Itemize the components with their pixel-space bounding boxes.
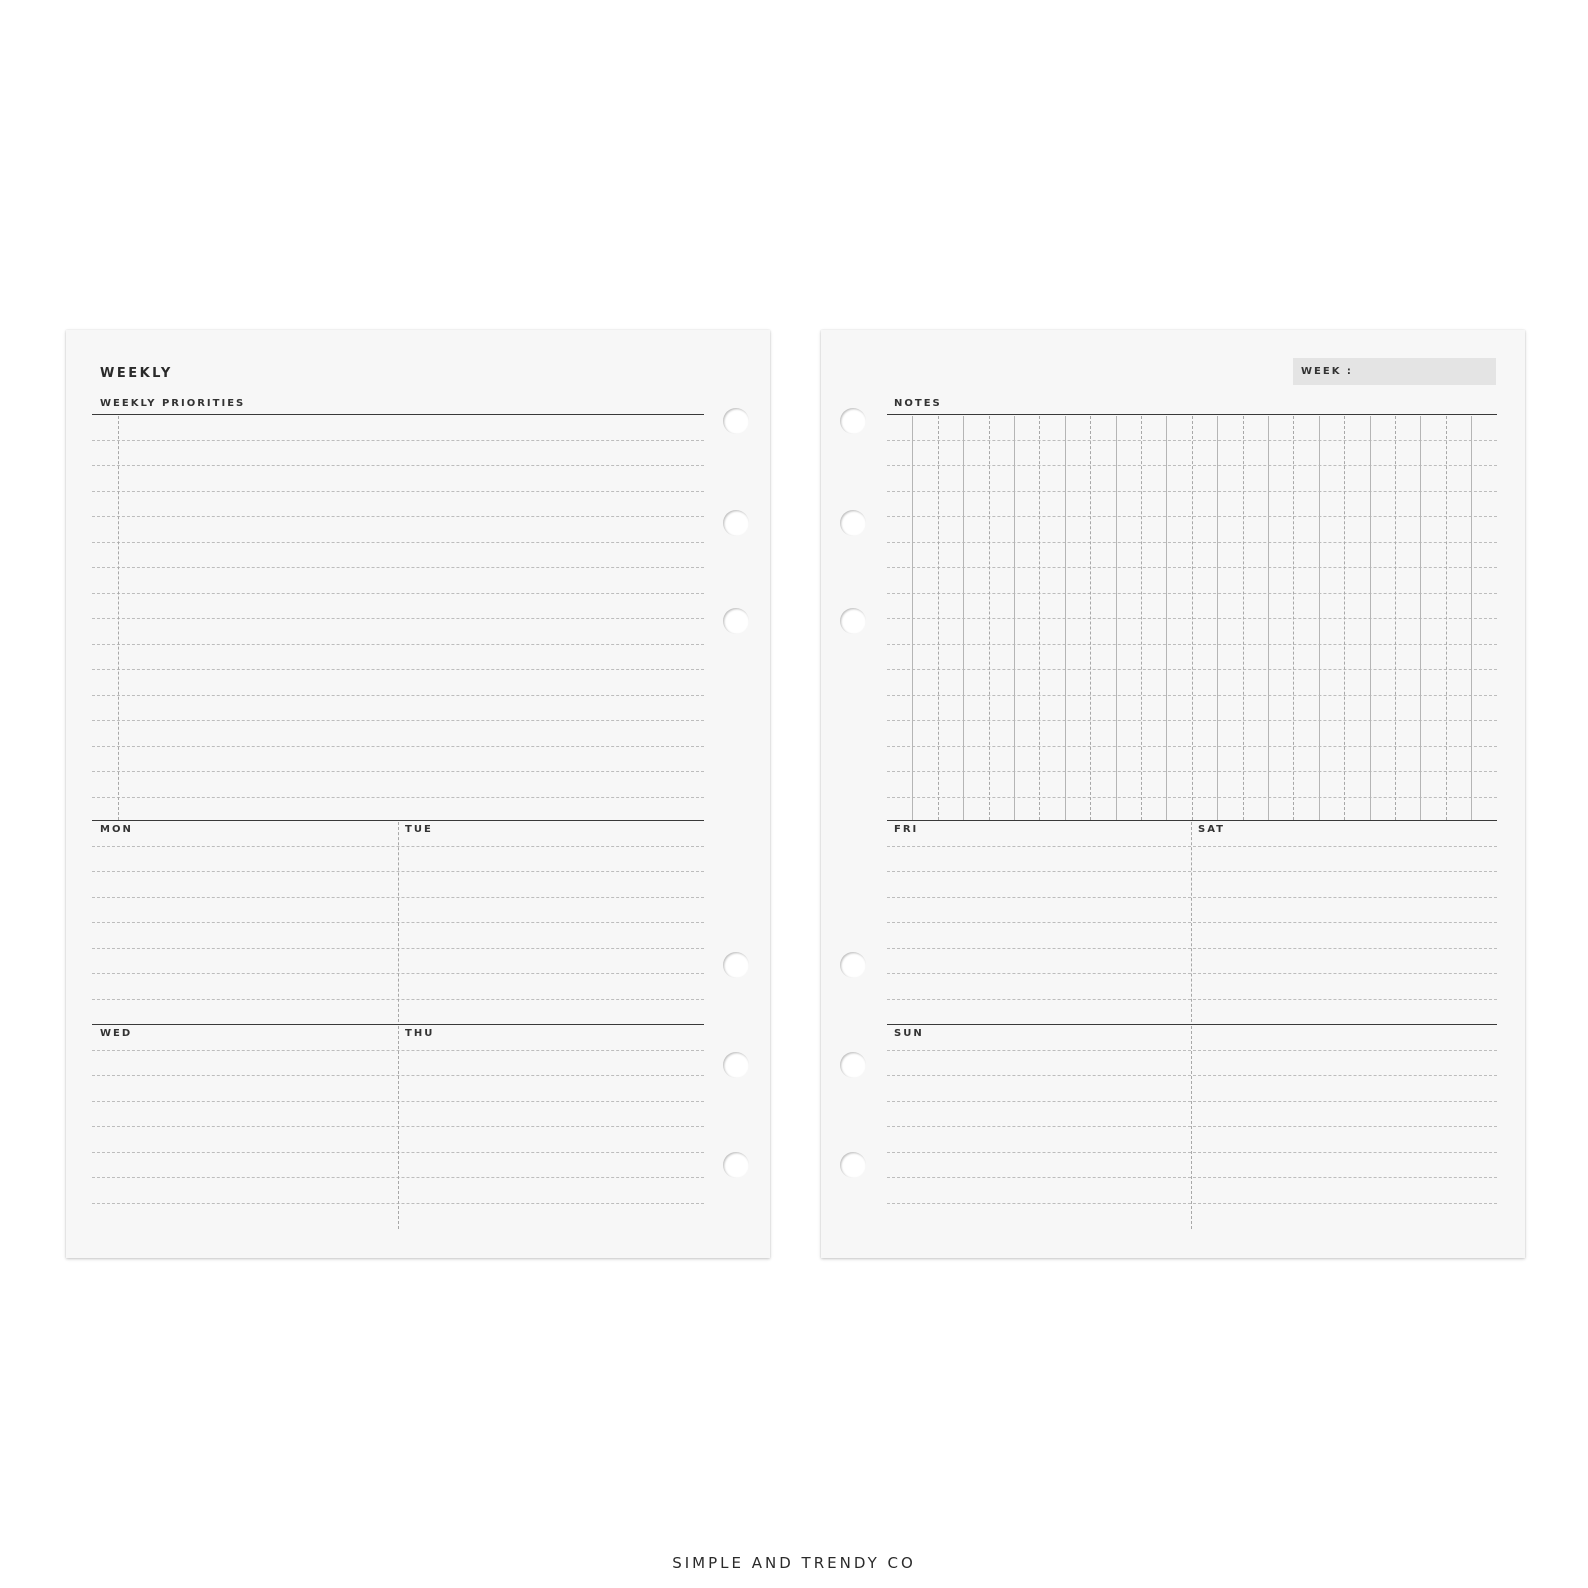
grid-column-line bbox=[1370, 416, 1371, 820]
binder-hole bbox=[723, 1052, 749, 1078]
binder-hole bbox=[723, 1152, 749, 1178]
binder-hole bbox=[723, 408, 749, 434]
ruled-line bbox=[887, 922, 1497, 923]
ruled-line bbox=[92, 746, 704, 747]
ruled-line bbox=[887, 897, 1497, 898]
ruled-line bbox=[92, 618, 704, 619]
grid-column-line bbox=[1192, 416, 1193, 820]
grid-column-line bbox=[1471, 416, 1472, 820]
ruled-line bbox=[92, 644, 704, 645]
ruled-line bbox=[92, 593, 704, 594]
day-label-sat: SAT bbox=[1198, 824, 1225, 835]
ruled-line bbox=[887, 1152, 1497, 1153]
column-divider bbox=[398, 822, 399, 1022]
ruled-line bbox=[92, 440, 704, 441]
left-planner-page bbox=[66, 330, 770, 1258]
binder-hole bbox=[723, 510, 749, 536]
section-rule bbox=[92, 820, 704, 821]
section-rule bbox=[887, 820, 1497, 821]
column-divider bbox=[1191, 822, 1192, 1022]
grid-column-line bbox=[1141, 416, 1142, 820]
ruled-line bbox=[92, 720, 704, 721]
grid-column-line bbox=[1243, 416, 1244, 820]
binder-hole bbox=[723, 952, 749, 978]
ruled-line bbox=[92, 771, 704, 772]
grid-column-line bbox=[989, 416, 990, 820]
grid-column-line bbox=[1116, 416, 1117, 820]
page-title: WEEKLY bbox=[100, 366, 173, 381]
ruled-line bbox=[92, 516, 704, 517]
section-rule bbox=[92, 1024, 704, 1025]
section-rule bbox=[92, 414, 704, 415]
ruled-line bbox=[92, 542, 704, 543]
grid-column-line bbox=[938, 416, 939, 820]
ruled-line bbox=[887, 1177, 1497, 1178]
column-divider bbox=[1191, 1026, 1192, 1229]
grid-column-line bbox=[963, 416, 964, 820]
day-label-wed: WED bbox=[100, 1028, 133, 1039]
grid-column-line bbox=[1293, 416, 1294, 820]
ruled-line bbox=[887, 1050, 1497, 1051]
checkbox-margin-line bbox=[118, 416, 119, 820]
priorities-label: WEEKLY PRIORITIES bbox=[100, 398, 246, 409]
week-number-field[interactable] bbox=[1293, 358, 1496, 385]
day-label-thu: THU bbox=[405, 1028, 435, 1039]
grid-column-line bbox=[1268, 416, 1269, 820]
day-label-sun: SUN bbox=[894, 1028, 924, 1039]
grid-column-line bbox=[1420, 416, 1421, 820]
binder-hole bbox=[840, 408, 866, 434]
grid-column-line bbox=[1319, 416, 1320, 820]
right-planner-page bbox=[821, 330, 1525, 1258]
ruled-line bbox=[92, 695, 704, 696]
notes-label: NOTES bbox=[894, 398, 942, 409]
binder-hole bbox=[840, 608, 866, 634]
binder-hole bbox=[840, 1152, 866, 1178]
ruled-line bbox=[887, 871, 1497, 872]
grid-column-line bbox=[1014, 416, 1015, 820]
ruled-line bbox=[887, 1126, 1497, 1127]
ruled-line bbox=[92, 567, 704, 568]
grid-column-line bbox=[1344, 416, 1345, 820]
ruled-line bbox=[887, 999, 1497, 1000]
day-label-tue: TUE bbox=[405, 824, 433, 835]
day-label-mon: MON bbox=[100, 824, 133, 835]
grid-column-line bbox=[1217, 416, 1218, 820]
binder-hole bbox=[840, 952, 866, 978]
grid-column-line bbox=[1065, 416, 1066, 820]
section-rule bbox=[887, 414, 1497, 415]
grid-column-line bbox=[1395, 416, 1396, 820]
ruled-line bbox=[92, 491, 704, 492]
binder-hole bbox=[840, 510, 866, 536]
brand-footer: SIMPLE AND TRENDY CO bbox=[672, 1554, 916, 1572]
week-label: WEEK : bbox=[1301, 366, 1353, 377]
ruled-line bbox=[92, 669, 704, 670]
grid-column-line bbox=[1446, 416, 1447, 820]
ruled-line bbox=[887, 1203, 1497, 1204]
ruled-line bbox=[887, 1101, 1497, 1102]
grid-column-line bbox=[1166, 416, 1167, 820]
day-label-fri: FRI bbox=[894, 824, 919, 835]
binder-hole bbox=[723, 608, 749, 634]
column-divider bbox=[398, 1026, 399, 1229]
binder-hole bbox=[840, 1052, 866, 1078]
grid-column-line bbox=[1090, 416, 1091, 820]
section-rule bbox=[887, 1024, 1497, 1025]
grid-column-line bbox=[912, 416, 913, 820]
ruled-line bbox=[887, 1075, 1497, 1076]
grid-column-line bbox=[1039, 416, 1040, 820]
ruled-line bbox=[92, 465, 704, 466]
ruled-line bbox=[887, 948, 1497, 949]
ruled-line bbox=[92, 797, 704, 798]
ruled-line bbox=[887, 846, 1497, 847]
ruled-line bbox=[887, 973, 1497, 974]
